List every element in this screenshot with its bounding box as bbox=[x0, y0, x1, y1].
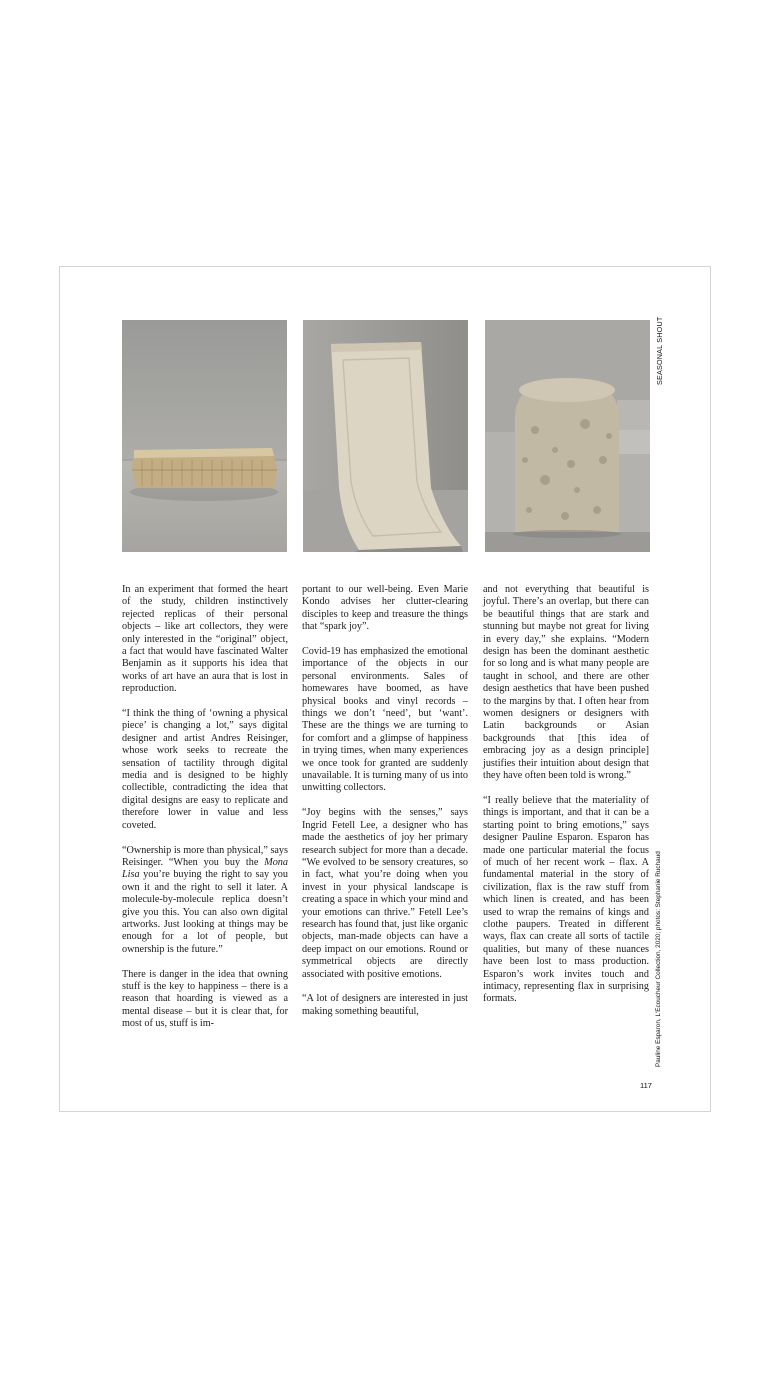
article-paragraph bbox=[302, 993, 468, 1018]
article-column-1 bbox=[122, 584, 288, 1043]
photo-flax-stool bbox=[485, 320, 650, 552]
paragraph-text: “I really believe that the materiality of things is important, and that it can be a starting point to bring emotions,” says designer Pauline Esparon. Esparon has made one particular material the focus of much of her recent work – flax. A fundamental material in the story of civilization, flax is the raw stuff from which linen is created, and has been used to wrap the remains of kings and clothe paupers. Treated in different ways, flax can create all sorts of tactile qualities, but many of these nuances have been lost to mass production. Esparon’s work invites touch and intimacy, representing flax in surprising formats. bbox=[483, 794, 649, 1005]
italic-text: Mona Lisa bbox=[122, 856, 288, 881]
paragraph-text: portant to our well-being. Even Marie Kondo advises her clutter-clearing disciples to keep and treasure the things that “spark joy”. bbox=[302, 584, 468, 633]
paragraph-text: “Joy begins with the senses,” says Ingrid Fetell Lee, a designer who has made the aesthetics of joy her primary research subject for more than a decade. “We evolved to be sensory creatures, so in fact, what you’re doing when you invest in your physical landscape is creating a space in which your mind and your emotions can thrive.” Fetell Lee’s research has found that, just like organic objects, man-made objects can have a deep impact on our emotions. Round or symmetrical objects are directly associated with positive emotions. bbox=[302, 807, 468, 980]
paragraph-text: Covid-19 has emphasized the emotional importance of the objects in our personal environments. Sales of homewares have boomed, as have physical books and vinyl records – things we don’t ‘need’, but ‘want’. These are the things we are turning to for comfort and a glimpse of happiness in trying times, when many experiences we once took for granted are suddenly unavailable. It is turning many of us into unwitting collectors. bbox=[302, 646, 468, 794]
paragraph-text: “Ownership is more than physical,” says Reisinger. “When you buy the bbox=[122, 844, 288, 868]
section-label: SEASONAL SHOUT bbox=[655, 316, 664, 385]
article-paragraph bbox=[483, 584, 649, 783]
article-column-2 bbox=[302, 584, 468, 1031]
article-paragraph bbox=[302, 584, 468, 634]
photo-credit: Pauline Esparon, L'Ecoucheur Collection, 2020; photos: Stephanie Ruchaud bbox=[655, 851, 662, 1067]
photo-flax-rug bbox=[303, 320, 468, 552]
article-paragraph bbox=[302, 807, 468, 981]
article-paragraph bbox=[302, 646, 468, 795]
rug-photo-image bbox=[303, 320, 468, 552]
article-paragraph bbox=[483, 795, 649, 1006]
paragraph-text: “A lot of designers are interested in just making something beautiful, bbox=[302, 993, 468, 1017]
paragraph-text: you’re buying the right to say you own it and the right to sell it later. A molecule-by-molecule replica doesn’t give you this. You can also own digital artworks. Just looking at things may be enough for a lot of people, but ownership is the future.” bbox=[122, 869, 288, 955]
paragraph-text: There is danger in the idea that owning stuff is the key to happiness – there is a reason that hoarding is viewed as a mental disease – but it is clear that, for most of us, stuff is im- bbox=[122, 968, 288, 1030]
article-paragraph bbox=[122, 845, 288, 957]
paragraph-text: and not everything that beautiful is joyful. There’s an overlap, but there can be beautiful things that are stark and stunning but maybe not great for living in every day,” she explains. “Modern design has been the dominant aesthetic for so long and is what many people are taught in school, and there are other design aesthetics that have been pushed to the margins by that. I often hear from women designers or designers with Latin backgrounds or Asian backgrounds that [this idea of embracing joy as a design principle] justifies their intuition about design that they have often been told is wrong.” bbox=[483, 584, 649, 782]
stool-photo-image bbox=[485, 320, 650, 552]
article-paragraph bbox=[122, 584, 288, 696]
article-column-3 bbox=[483, 584, 649, 1018]
article-paragraph bbox=[122, 969, 288, 1031]
article-paragraph bbox=[122, 708, 288, 832]
page-number: 117 bbox=[640, 1081, 652, 1090]
photo-flax-bench bbox=[122, 320, 287, 552]
paragraph-text: In an experiment that formed the heart of the study, children instinctively rejected replicas of their personal objects – like art collectors, they were only interested in the “original” object, a fact that would have fascinated Walter Benjamin as it supports his idea that works of art have an aura that is lost in reproduction. bbox=[122, 584, 288, 695]
bench-photo-image bbox=[122, 320, 287, 552]
paragraph-text: “I think the thing of ‘owning a physical piece’ is changing a lot,” says digital designer and artist Andres Reisinger, whose work seeks to recreate the sensation of tactility through digital media and is designed to be highly collectible, contradicting the idea that digital designs are easy to replicate and therefore lower in value and less coveted. bbox=[122, 708, 288, 831]
magazine-page bbox=[59, 266, 711, 1112]
